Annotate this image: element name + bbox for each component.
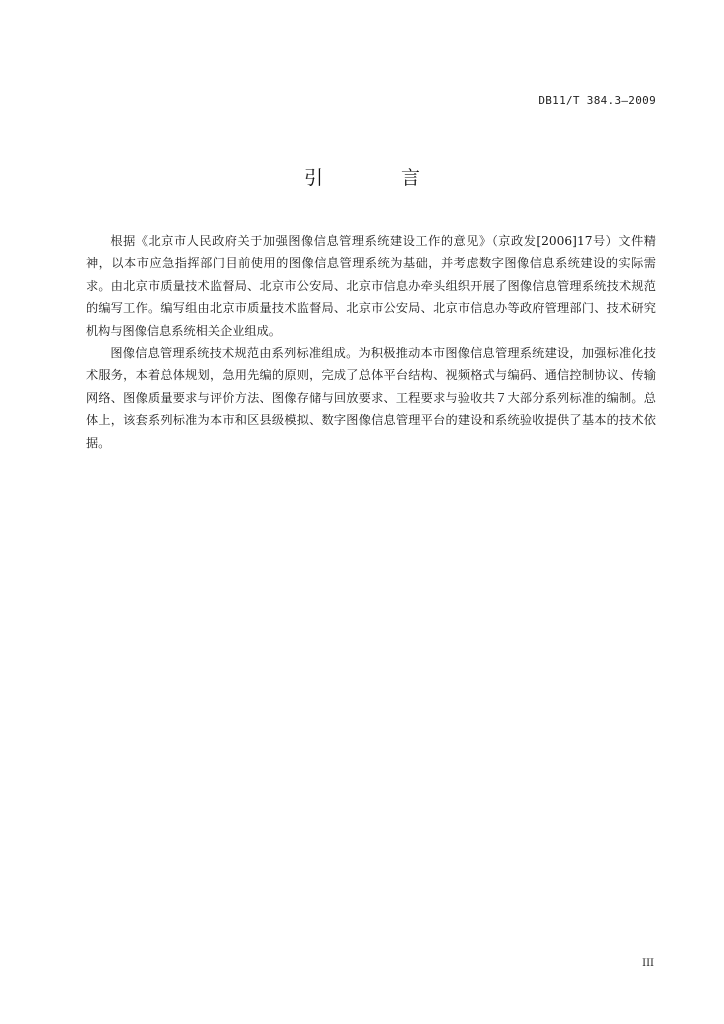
introduction-body <box>86 230 656 454</box>
page-number: III <box>642 958 654 969</box>
section-title: 引 言 <box>303 167 457 189</box>
paragraph: 图像信息管理系统技术规范由系列标准组成。为积极推动本市图像信息管理系统建设，加强标准化技术服务，本着总体规划，急用先编的原则，完成了总体平台结构、视频格式与编码、通信控制协议、传输网络、图像质量要求与评价方法、图像存储与回放要求、工程要求与验收共７大部分系列标准的编制。总体上，该套系列标准为本市和区县级模拟、数字图像信息管理平台的建设和系统验收提供了基本的技术依据。 <box>86 346 656 450</box>
paragraph: 根据《北京市人民政府关于加强图像信息管理系统建设工作的意见》（京政发[2006]17号）文件精神，以本市应急指挥部门目前使用的图像信息管理系统为基础，并考虑数字图像信息系统建设的实际需求。由北京市质量技术监督局、北京市公安局、北京市信息办牵头组织开展了图像信息管理系统技术规范的编写工作。编写组由北京市质量技术监督局、北京市公安局、北京市信息办等政府管理部门、技术研究机构与图像信息系统相关企业组成。 <box>86 234 656 338</box>
document-code: DB11/T 384.3—2009 <box>538 94 656 107</box>
